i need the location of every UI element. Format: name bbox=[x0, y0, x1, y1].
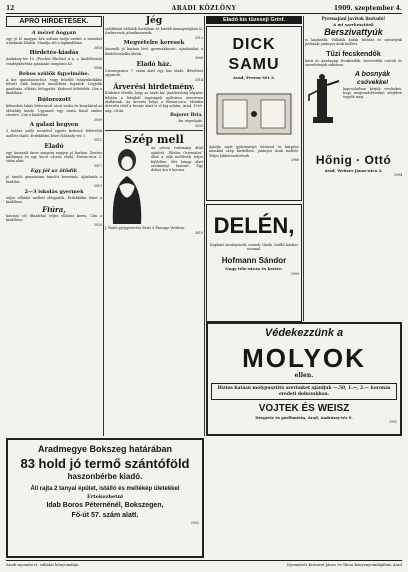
ad-body: Andrássy-tér 10. (Fischer Bla-ház) A u. s. kiadóhivatal vendégkávéház ajánlatait sürgősen 43. bbox=[6, 57, 102, 66]
newspaper-page bbox=[6, 4, 402, 568]
dick-samu-name: DICK SAMU bbox=[228, 36, 280, 73]
ad-code: 3006 bbox=[194, 56, 203, 61]
paper-title: ARADI KÖZLÖNY bbox=[171, 5, 237, 12]
lease-line-5: Értekezhetni bbox=[86, 494, 124, 500]
hofmann-sub: Nagy tele-utcza és kertre. bbox=[225, 265, 283, 271]
molyok-body: Biztos hatású molypusztító szerünket ajánljuk —.50, 1.—, 2.— koronás eredeti dobozokban. bbox=[211, 383, 397, 400]
ad-title: Eladó bbox=[44, 142, 64, 150]
ad-body: egy használt faros zongora nagyon jó karban. Zenész gázlámpa és egy kocsi olcsón eladó. Forrás-utca 2. szám alatt. bbox=[6, 150, 102, 164]
ad-title: Pyrenajánl javítok lisztadó! bbox=[321, 16, 386, 21]
ad-signer-role: kir. végrehajtó. bbox=[178, 119, 203, 124]
classifieds-heading: APRÓ HIRDETÉSEK. bbox=[6, 16, 102, 27]
ad-code: 2988 bbox=[290, 158, 299, 163]
hofmann-name: Hofmann Sándor bbox=[221, 255, 287, 265]
ad-signer: Bajorer Bria. bbox=[170, 113, 203, 119]
column-divider bbox=[204, 16, 205, 436]
ad-title: Megvételre keresek bbox=[123, 40, 185, 47]
page-number: 12 bbox=[6, 5, 15, 12]
ad-illustration-area bbox=[105, 146, 203, 224]
ad-code: 2999 bbox=[290, 271, 299, 276]
delen-ad bbox=[206, 204, 302, 322]
furniture-illustration bbox=[209, 84, 299, 142]
lease-line-4: Áll rajta 2 tanyai épület, istálló és mellékép ületekkel bbox=[30, 486, 180, 492]
molyok-title: MOLYOK bbox=[242, 343, 366, 373]
ad-title: 2—3 iskolás gyermek bbox=[24, 188, 84, 195]
ad-body: teljes ellátást mellett elfogadok. Érdeklődni lehet a kiadóban. bbox=[6, 195, 102, 205]
molyok-ellen: ellen. bbox=[294, 372, 314, 379]
honig-otto-address: Arad, Weitzer János-utca 2. bbox=[324, 167, 383, 173]
advertisement-column bbox=[305, 16, 402, 177]
ad-code: 3020 bbox=[93, 222, 102, 227]
ad-subtitle: csövekkel bbox=[356, 78, 389, 86]
tuzi-fecskendok-title: Tűzi fecskendők bbox=[326, 50, 381, 58]
ad-title: Eladó ház. bbox=[136, 60, 172, 68]
column-divider bbox=[303, 16, 304, 321]
classifieds-column bbox=[105, 16, 203, 235]
ad-title: A bosnyák bbox=[354, 70, 391, 78]
woman-portrait-illustration bbox=[105, 146, 149, 224]
vojtek-weisz-address: Drogerie és parfüméria, Arad, Andrássy-tér 9. bbox=[255, 415, 353, 421]
ad-code: 3016 bbox=[93, 45, 102, 50]
ad-subtitle: A mi szerkesztőnk bbox=[333, 22, 374, 27]
ad-body: szállítását vállalok hordóban és kisebb mennyiségben is. Szekeresek jelentkezzenek. bbox=[105, 27, 203, 36]
ad-title: Bebos szülők figyelmébe. bbox=[18, 70, 90, 77]
ad-body: egy jó ló magyar kéz soltani tudja ezeket a mézeket iratoknak állatok. Mondja elő a lapkiadóban. bbox=[6, 37, 102, 46]
ad-code: 3009 bbox=[93, 117, 102, 122]
page-footer bbox=[6, 560, 402, 568]
dick-samu-address: Arad, Ferenc-tér 2. bbox=[232, 75, 276, 80]
lease-line-3: haszonbérbe kiadó. bbox=[67, 472, 143, 481]
ad-body: használt jó karban lévő gyermekkocsit. Ajánlatokat a kiadóhivatalba kérek. bbox=[105, 47, 203, 56]
pump-ad-text bbox=[343, 71, 402, 100]
dick-samu-body: Ajánlja saját gyártmányú bútorait és kárpitos munkáit szép kivitelben, jutányos árak mellett. Teljes lakberendezések. bbox=[209, 145, 299, 158]
lease-line-6: Idab Boros Péternénél, Bokszegen, bbox=[46, 502, 164, 509]
ad-title: Jég bbox=[145, 16, 163, 26]
lease-line-2: 83 hold jó termő szántóföld bbox=[20, 456, 190, 471]
delen-title: DELÉN, bbox=[213, 213, 295, 238]
ad-title: Árverési hirdetmény. bbox=[113, 82, 195, 92]
ad-body: is kaphatók. Vállalok kutak fúrását és szivattyúk javítását jutányos árak mellett. bbox=[305, 38, 402, 47]
vojtek-weisz-name: VOJTEK ÉS WEISZ bbox=[258, 403, 350, 415]
footer-right: Nyomatott Kurawel János és Társa könyvnyomdájában Arad bbox=[286, 562, 402, 567]
issue-date: 1909. szeptember 4. bbox=[333, 5, 402, 12]
ad-body: kapcsolatban kérjük vevőinket, hogy megrendeléseiket idejében tegyék meg. bbox=[343, 86, 402, 100]
ad-code: 3019 bbox=[93, 184, 102, 189]
ad-code: 3017 bbox=[93, 163, 102, 168]
ad-code: 3012 bbox=[194, 35, 203, 40]
ad-body: kétszobás lakás bútorozott utcai szoba és konyhával az elősztály kiadó. Ugyanott egy tiszta fiatal ember részére. Cím a kiadóban. bbox=[6, 104, 102, 118]
lease-line-7: Fő-út 57. szám alatt. bbox=[71, 512, 139, 519]
ad-body: Közhírré tétetik, hogy az aradi kir. járásbíróság végzése folytán a lefoglalt ingóságok nyilvános árverésen eladatnak. Az árverés helye a Bézsai-utca. Minden árverési tétel a becsár alatt is el fog adatni. Arad, 1909. aug. 28-án. bbox=[105, 91, 203, 113]
ad-code: 3014 bbox=[194, 77, 203, 82]
ad-title: Bútorozott bbox=[37, 97, 71, 104]
ad-code: 2994 bbox=[393, 172, 402, 177]
ad-code: 3008 bbox=[93, 66, 102, 71]
ad-body: 5 holdas szőlő termővel együtt kedvező feltételek mellett eladó. Érdeklődni lehet Nádasdy-tér 3. bbox=[6, 129, 102, 138]
ad-title: A galaxi hegyen bbox=[29, 122, 79, 129]
divider bbox=[105, 130, 203, 131]
berszivattyuk-title: Berszivattyúk bbox=[324, 27, 383, 37]
honig-otto-name: Hőnig · Ottó bbox=[315, 152, 392, 167]
footer-left: Aradi nyomda rt. vállalat kőnyomdája. bbox=[6, 562, 80, 567]
ad-code: 3010 bbox=[194, 230, 203, 235]
ad-title: Szép mell bbox=[124, 133, 184, 147]
land-lease-ad bbox=[6, 438, 204, 558]
water-pump-illustration bbox=[305, 71, 341, 125]
molyok-header: Védekezzünk a bbox=[264, 327, 344, 339]
ad-body: kerti és gazdasági fecskendők, vízvezetéki csövek és szerelvények raktáron. bbox=[305, 58, 402, 68]
pump-ad-area bbox=[305, 71, 402, 127]
ad-body: A kir. gimnázium-hoz, vagy felsőbb leányiskolákba felvett diák leányok tanulóként fogadok. Legjobb gondozás, ellátás, felügyelet. Kedvező feltételek. Cím a kiadóban. bbox=[6, 77, 102, 96]
ad-title: A mézet hogyan bbox=[31, 30, 77, 36]
ad-title: Egy jól az ötödik bbox=[30, 168, 78, 175]
ad-code: 2992 bbox=[190, 521, 199, 525]
advertisement-column bbox=[206, 16, 302, 322]
ad-code: 3005 bbox=[194, 123, 203, 128]
ad-caption: J. Ratié gyógyszerész Paris 5 Passage Verdeau. bbox=[105, 226, 186, 231]
ad-body: jó tanuló gimnázium tanulót keresünk. Ajánlatok a kiadóba. bbox=[6, 175, 102, 184]
ad-body: katonai cél (Bazárba) teljes ellátást keres. Cím a kiadóban. bbox=[6, 213, 102, 223]
ad-body: Csemegeutca 7. szám alatt egy ház eladó. Bővebbet ugyanott. bbox=[105, 68, 203, 78]
ad-title: Fiúra, bbox=[42, 204, 66, 214]
molyok-ad bbox=[206, 322, 402, 436]
page-header bbox=[6, 4, 402, 14]
ad-title: Hirdetés-kiadás bbox=[29, 50, 79, 57]
column-divider bbox=[103, 16, 104, 436]
ad-body: Az orvosi tudomány által ajánlott „Pilules Orientales” által a nők mellének teljes fejlődése. Két hónap alatt eredményt biztosít. Egy doboz ára 6 korona. bbox=[151, 146, 203, 173]
lease-line-1: Aradmegye Bokszeg határában bbox=[37, 444, 173, 454]
ad-code: 3011 bbox=[93, 138, 102, 143]
dick-samu-ad bbox=[206, 26, 302, 201]
delen-body: Kapható ásványvizek, szenek, tűzifa. Szállít házhoz azonnal. bbox=[210, 243, 298, 252]
ad-code: 2991 bbox=[388, 420, 397, 425]
ad-banner: Eladó kis tüzeseji Grinf. bbox=[206, 16, 302, 24]
classifieds-column bbox=[6, 16, 102, 227]
